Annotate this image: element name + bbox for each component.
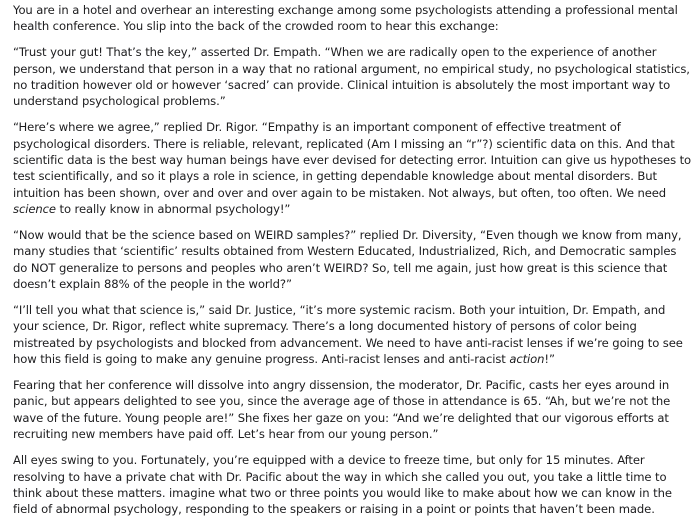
- emphasis-action: action: [509, 352, 545, 367]
- paragraph-text: Fearing that her conference will dissolve into angry dissension, the moderator, Dr. Pacific, casts her eyes around in panic, but appears delighted to see you, since the average age of those in attendance is 65. “Ah, but we’re not the wave of the future. Young people are!” She fixes her gaze on you: “And we’re delighted that our vigorous efforts at recruiting new members have paid off. Let’s hear from our young person.”: [13, 378, 671, 442]
- paragraph-text: You are in a hotel and overhear an interesting exchange among some psychologists attending a professional mental health conference. You slip into the back of the crowded room to hear this exchange:: [13, 3, 678, 34]
- document-body: [13, 2, 694, 527]
- paragraph-intro: [13, 2, 694, 35]
- paragraph-dr-rigor: [13, 119, 694, 217]
- paragraph-dr-justice: [13, 302, 694, 368]
- paragraph-text-end: !”: [544, 352, 555, 367]
- emphasis-science: science: [13, 202, 56, 217]
- paragraph-text: “I’ll tell you what that science is,” said Dr. Justice, “it’s more systemic racism. Both your intuition, Dr. Empath, and your science, Dr. Rigor, reflect white supremacy. There’s a long documented history of persons of color being mistreated by psychologists and blocked from advancement. We need to have anti-racist lenses if we’re going to see how this field is going to make any genuine progress. Anti-racist lenses and anti-racist: [13, 303, 683, 367]
- paragraph-text: “Trust your gut! That’s the key,” asserted Dr. Empath. “When we are radically open to the experience of another person, we understand that person in a way that no rational argument, no empirical study, no psychological statistics, no tradition however old or however ‘sacred’ can provide. Clinical intuition is absolutely the most important way to understand psychological problems.”: [13, 45, 690, 109]
- paragraph-dr-diversity: [13, 227, 694, 293]
- paragraph-task: [13, 452, 694, 518]
- paragraph-text-end: to really know in abnormal psychology!”: [55, 202, 291, 217]
- paragraph-dr-pacific: [13, 377, 694, 443]
- paragraph-text: “Here’s where we agree,” replied Dr. Rigor. “Empathy is an important component of effective treatment of psychological disorders. There is reliable, relevant, replicated (Am I missing an “r”?) scientific data on this. And that scientific data is the best way human beings have ever devised for detecting error. Intuition can give us hypotheses to test scientifically, and so it plays a role in science, in getting dependable knowledge about mental disorders. But intuition has been shown, over and over and over again to be mistaken. Not always, but often, too often. We need: [13, 120, 692, 200]
- paragraph-text: “Now would that be the science based on WEIRD samples?” replied Dr. Diversity, “Even though we know from many, many studies that ‘scientific’ results obtained from Western Educated, Industrialized, Rich, and Democratic samples do NOT generalize to persons and peoples who aren’t WEIRD? So, tell me again, just how great is this science that doesn’t explain 88% of the people in the world?”: [13, 228, 682, 292]
- paragraph-dr-empath: [13, 44, 694, 110]
- paragraph-text: All eyes swing to you. Fortunately, you’re equipped with a device to freeze time, but only for 15 minutes. After resolving to have a private chat with Dr. Pacific about the way in which she called you out, you take a little time to think about these matters. imagine what two or three points you would like to make about how we can know in the field of abnormal psychology, responding to the speakers or raising in a point or points that haven’t been made.: [13, 453, 672, 517]
